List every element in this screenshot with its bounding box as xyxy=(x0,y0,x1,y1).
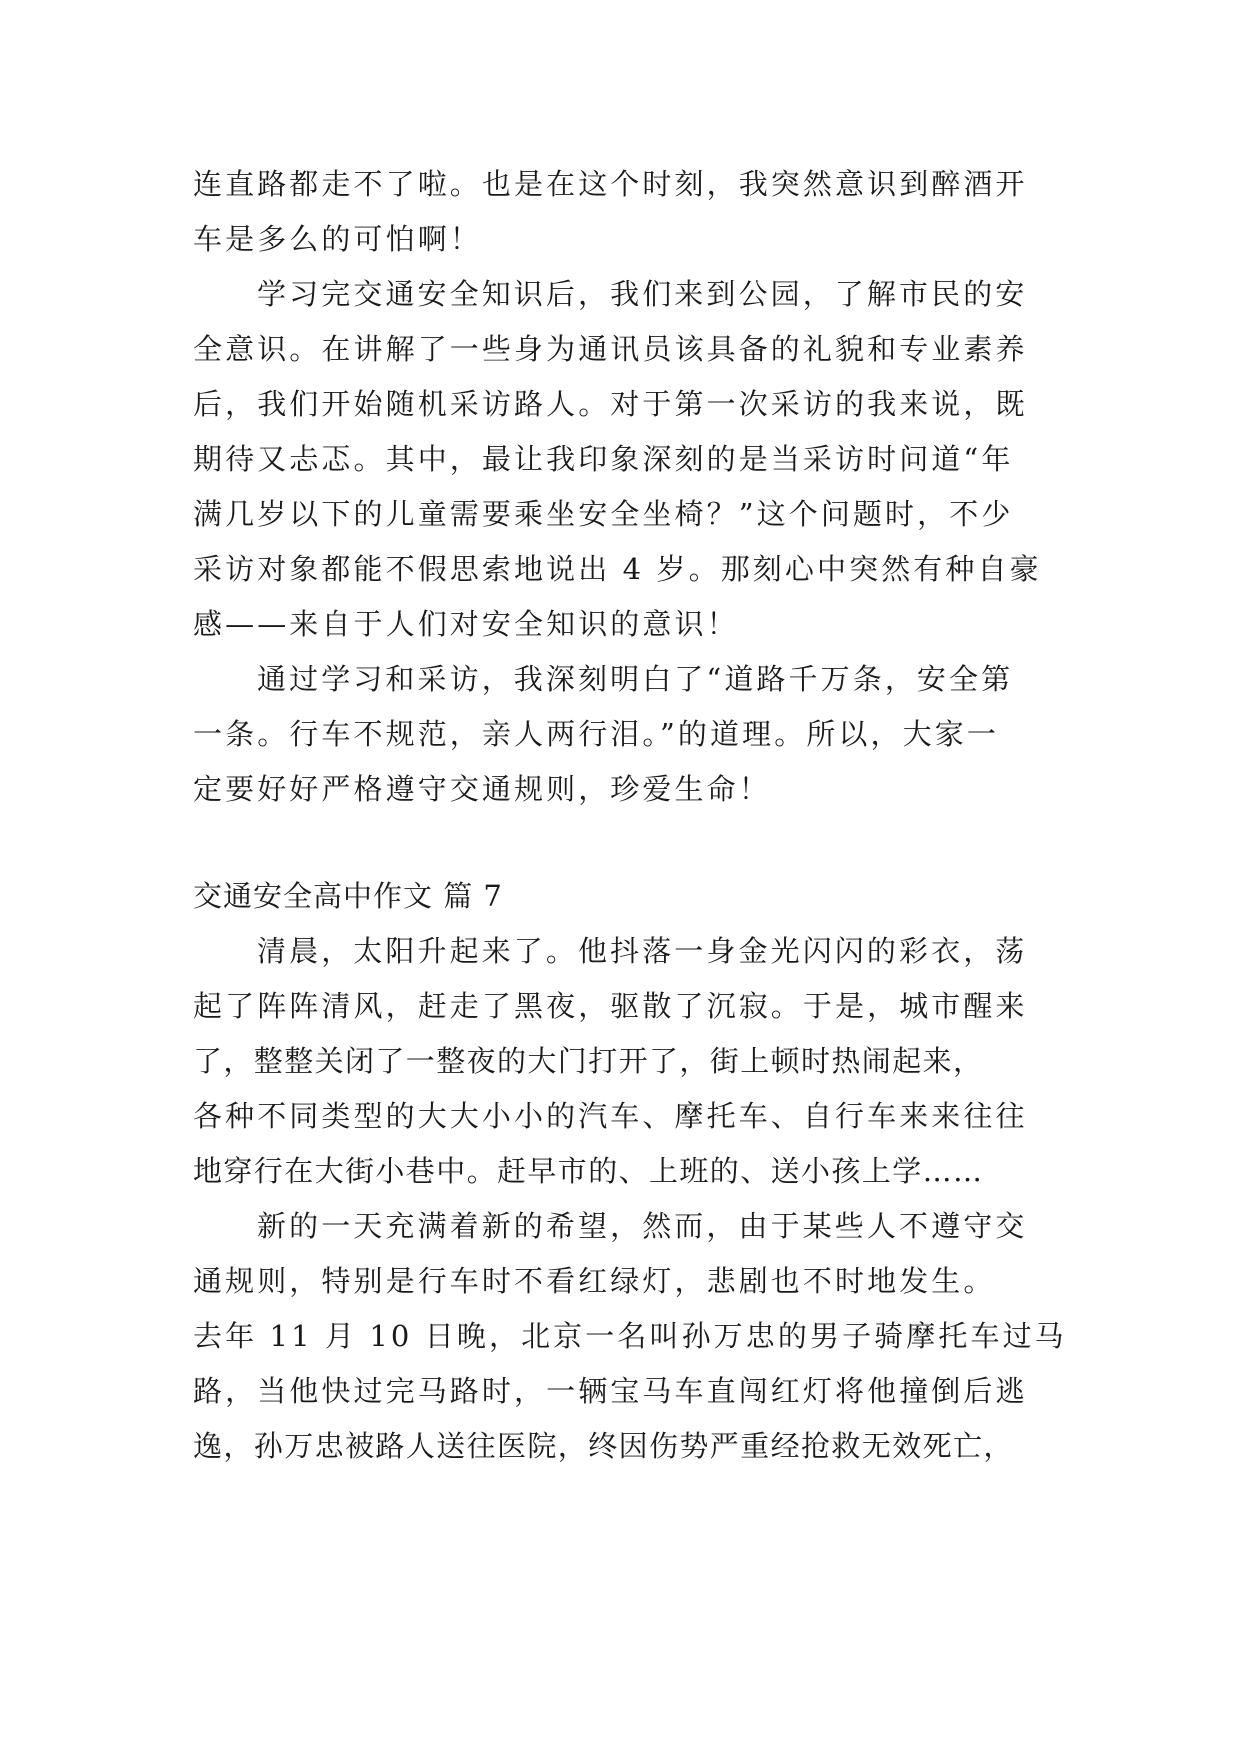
text-line: 感——来自于人们对安全知识的意识！ xyxy=(193,607,739,641)
text-line: 期待又忐忑。其中，最让我印象深刻的是当采访时问道“年 xyxy=(193,442,1014,476)
paragraph-first-line: 清晨，太阳升起来了。他抖落一身金光闪闪的彩衣，荡 xyxy=(257,934,1028,968)
paragraph-first-line: 学习完交通安全知识后，我们来到公园，了解市民的安 xyxy=(257,277,1028,311)
section-gap xyxy=(193,817,1053,869)
text-line: 定要好好严格遵守交通规则，珍爱生命！ xyxy=(193,772,771,806)
document-page xyxy=(193,157,1067,1474)
paragraph-first-line: 新的一天充满着新的希望，然而，由于某些人不遵守交 xyxy=(257,1209,1028,1243)
paragraph-first-line: 通过学习和采访，我深刻明白了“道路千万条，安全第 xyxy=(257,662,1014,696)
text-line: 一条。行车不规范，亲人两行泪。”的道理。所以，大家一 xyxy=(193,717,999,751)
text-line: 去年 11 月 10 日晚，北京一名叫孙万忠的男子骑摩托车过马 xyxy=(193,1319,1067,1353)
text-line: 各种不同类型的大大小小的汽车、摩托车、自行车来来往往 xyxy=(193,1099,1028,1133)
text-line: 全意识。在讲解了一些身为通讯员该具备的礼貌和专业素养 xyxy=(193,332,1028,366)
text-line: 逸，孙万忠被路人送往医院，终因伤势严重经抢救无效死亡， xyxy=(193,1429,1014,1463)
text-line: 通规则，特别是行车时不看红绿灯，悲剧也不时地发生。 xyxy=(193,1264,996,1298)
text-line: 满几岁以下的儿童需要乘坐安全坐椅？”这个问题时，不少 xyxy=(193,497,1014,531)
text-line: 连直路都走不了啦。也是在这个时刻，我突然意识到醉酒开 xyxy=(193,167,1028,201)
text-line: 采访对象都能不假思索地说出 4 岁。那刻心中突然有种自豪 xyxy=(193,552,1042,586)
text-line: 路，当他快过完马路时，一辆宝马车直闯红灯将他撞倒后逃 xyxy=(193,1374,1028,1408)
text-line: 起了阵阵清风，赶走了黑夜，驱散了沉寂。于是，城市醒来 xyxy=(193,989,1028,1023)
text-line: 后，我们开始随机采访路人。对于第一次采访的我来说，既 xyxy=(193,387,1028,421)
text-line: 了，整整关闭了一整夜的大门打开了，街上顿时热闹起来， xyxy=(193,1044,984,1078)
text-line: 车是多么的可怕啊！ xyxy=(193,222,482,256)
section-heading: 交通安全高中作文 篇 7 xyxy=(193,879,503,913)
text-line: 地穿行在大街小巷中。赶早市的、上班的、送小孩上学…… xyxy=(193,1154,984,1188)
